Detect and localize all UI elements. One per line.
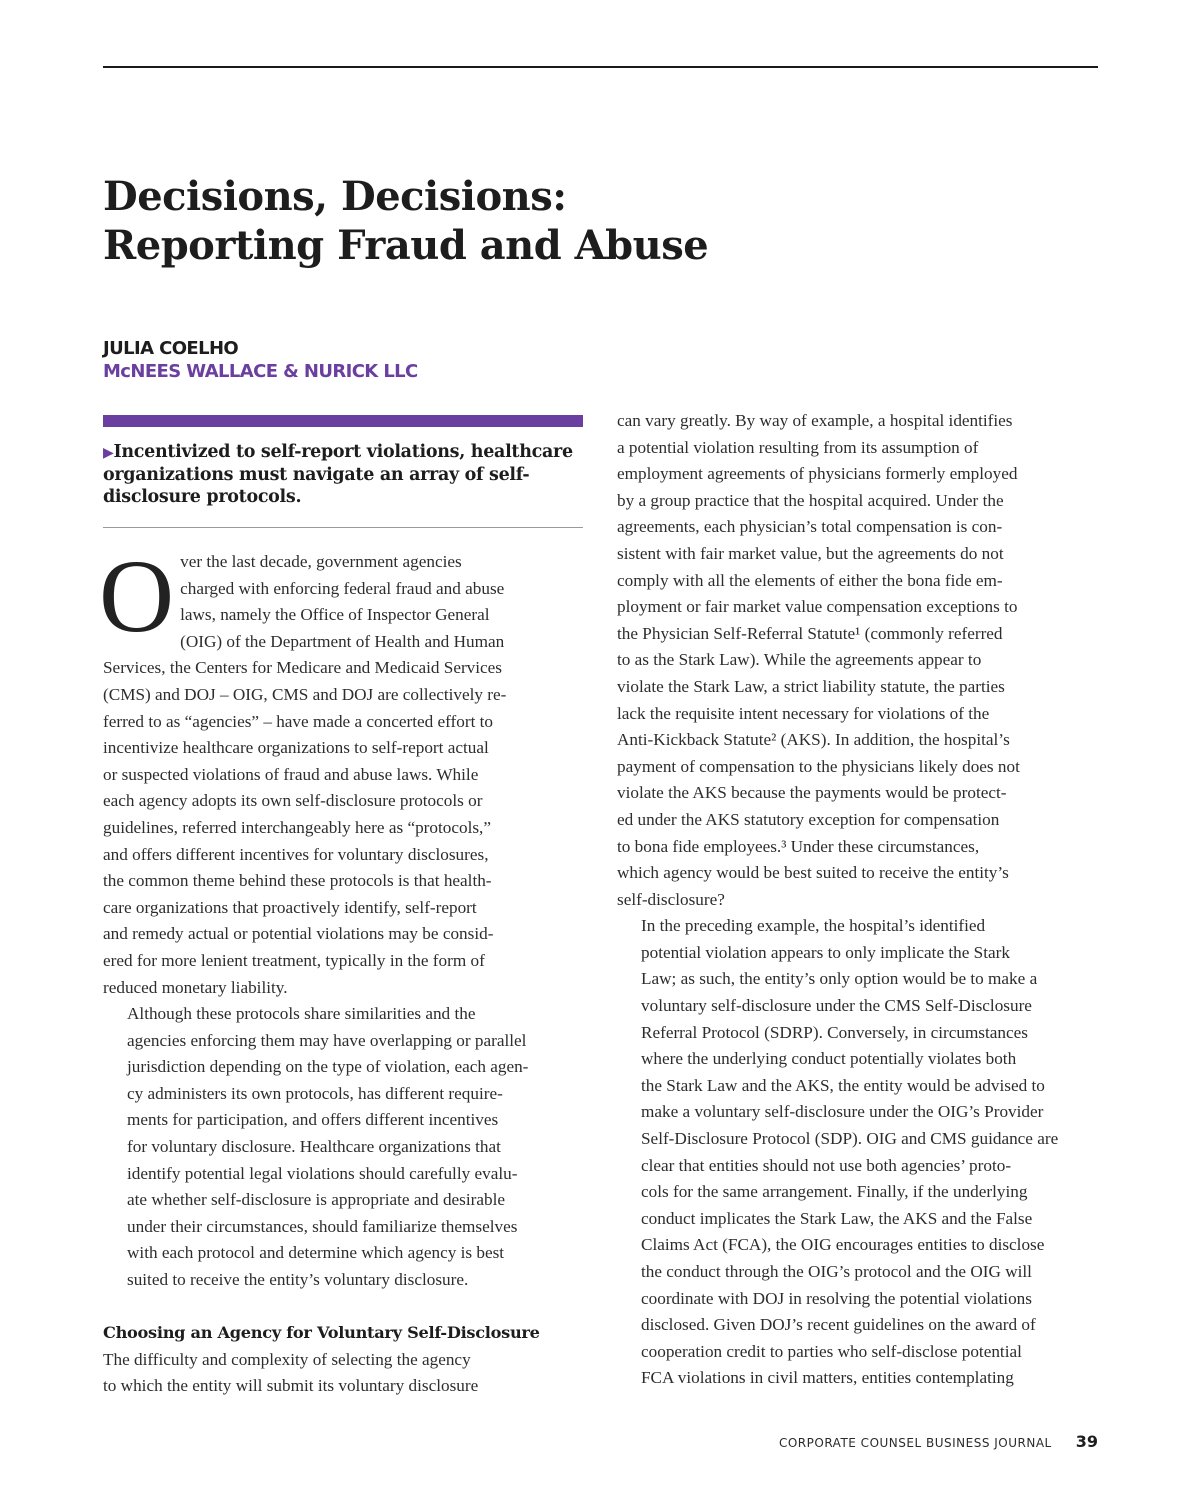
text-line: suited to receive the entity’s voluntary disclosure. (127, 1270, 469, 1290)
text-line: Although these protocols share similarities and the (127, 1004, 476, 1024)
text-line: ver the last decade, government agencies (180, 552, 462, 571)
text-line: ployment or fair market value compensation exceptions to (617, 597, 1018, 617)
text-line: care organizations that proactively identify, self-report (103, 897, 477, 917)
text-line: Self-Disclosure Protocol (SDP). OIG and CMS guidance are (641, 1129, 1059, 1149)
text-line: or suspected violations of fraud and abuse laws. While (103, 764, 479, 784)
title-line-1: Decisions, Decisions: (103, 173, 567, 220)
right-paragraph-1 (617, 408, 1100, 913)
text-line: Services, the Centers for Medicare and Medicaid Services (103, 658, 502, 678)
text-line: jurisdiction depending on the type of violation, each agen- (127, 1057, 529, 1077)
text-line: (OIG) of the Department of Health and Human (180, 631, 505, 651)
text-line: where the underlying conduct potentially violates both (641, 1049, 1017, 1069)
text-line: to as the Stark Law). While the agreements appear to (617, 650, 982, 670)
left-paragraph-3 (103, 1347, 583, 1400)
text-line: identify potential legal violations should carefully evalu- (127, 1163, 518, 1183)
text-line: incentivize healthcare organizations to self-report actual (103, 738, 489, 758)
text-line: Law; as such, the entity’s only option would be to make a (641, 969, 1038, 989)
text-line: laws, namely the Office of Inspector General (180, 605, 490, 625)
text-line: agreements, each physician’s total compensation is con- (617, 517, 1003, 537)
text-line: voluntary self-disclosure under the CMS Self-Disclosure (641, 996, 1032, 1016)
text-line: (CMS) and DOJ – OIG, CMS and DOJ are collectively re- (103, 684, 507, 704)
text-line: coordinate with DOJ in resolving the potential violations (641, 1288, 1032, 1308)
text-line: with each protocol and determine which agency is best (127, 1243, 505, 1263)
author-name: JULIA COELHO (103, 338, 239, 359)
page-number: 39 (1075, 1432, 1098, 1451)
text-line: to bona fide employees.³ Under these circumstances, (617, 836, 980, 856)
text-line: a potential violation resulting from its assumption of (617, 437, 979, 457)
text-line: and remedy actual or potential violations may be consid- (103, 924, 494, 944)
text-line: sistent with fair market value, but the agreements do not (617, 543, 1004, 563)
text-line: disclosed. Given DOJ’s recent guidelines on the award of (641, 1315, 1036, 1335)
text-line: reduced monetary liability. (103, 977, 288, 997)
journal-name: CORPORATE COUNSEL BUSINESS JOURNAL (778, 1436, 1052, 1450)
top-rule (103, 66, 1098, 68)
text-line: Referral Protocol (SDRP). Conversely, in circumstances (641, 1022, 1028, 1042)
text-line: employment agreements of physicians formerly employed (617, 464, 1018, 484)
text-line: make a voluntary self-disclosure under the OIG’s Provider (641, 1102, 1044, 1122)
text-line: ferred to as “agencies” – have made a concerted effort to (103, 711, 494, 731)
text-line: self-disclosure? (617, 889, 725, 909)
text-line: the conduct through the OIG’s protocol and the OIG will (641, 1262, 1032, 1281)
text-line: ments for participation, and offers different incentives (127, 1110, 499, 1130)
text-line: which agency would be best suited to receive the entity’s (617, 863, 1009, 883)
text-line: clear that entities should not use both agencies’ proto- (641, 1155, 1012, 1175)
section-subhead: Choosing an Agency for Voluntary Self-Disclosure (103, 1323, 540, 1343)
text-line: potential violation appears to only implicate the Stark (641, 942, 1010, 962)
text-line: by a group practice that the hospital acquired. Under the (617, 490, 1004, 510)
text-line: can vary greatly. By way of example, a hospital identifies (617, 411, 1013, 430)
text-line: charged with enforcing federal fraud and abuse (180, 578, 505, 598)
text-line: In the preceding example, the hospital’s identified (641, 916, 986, 936)
author-firm: McNEES WALLACE & NURICK LLC (103, 361, 418, 382)
dropcap: O (99, 539, 175, 654)
text-line: violate the AKS because the payments would be protect- (617, 783, 1007, 803)
text-line: conduct implicates the Stark Law, the AKS and the False (641, 1208, 1033, 1228)
text-line: to which the entity will submit its voluntary disclosure (103, 1376, 479, 1396)
article-title (103, 172, 903, 270)
text-line: ed under the AKS statutory exception for compensation (617, 809, 1000, 829)
text-line: payment of compensation to the physicians likely does not (617, 756, 1020, 776)
left-column (99, 539, 583, 1400)
right-paragraph-2 (617, 913, 1100, 1392)
text-line: FCA violations in civil matters, entities contemplating (641, 1368, 1014, 1388)
text-line: cooperation credit to parties who self-disclose potential (641, 1341, 1022, 1361)
triangle-right-icon: ▶ (103, 445, 114, 461)
text-line: The difficulty and complexity of selecting the agency (103, 1349, 471, 1369)
text-line: cols for the same arrangement. Finally, if the underlying (641, 1182, 1028, 1202)
left-paragraph-2 (103, 1001, 583, 1294)
article-deck (103, 441, 583, 508)
page-footer (779, 1432, 1098, 1451)
text-line: Claims Act (FCA), the OIG encourages entities to disclose (641, 1235, 1045, 1255)
text-line: lack the requisite intent necessary for violations of the (617, 703, 990, 723)
text-line: each agency adopts its own self-disclosure protocols or (103, 791, 483, 811)
accent-bar (103, 415, 583, 427)
text-line: and offers different incentives for voluntary disclosures, (103, 844, 489, 864)
byline (103, 337, 418, 383)
text-line: the Physician Self-Referral Statute¹ (commonly referred (617, 623, 1003, 643)
deck-divider (103, 527, 583, 528)
text-line: the common theme behind these protocols is that health- (103, 871, 492, 891)
deck-text: Incentivized to self-report violations, healthcare organizations must navigate an array of self-disclosure protocols. (103, 442, 573, 507)
text-line: ered for more lenient treatment, typically in the form of (103, 950, 485, 970)
right-column (617, 408, 1100, 1392)
text-line: comply with all the elements of either the bona fide em- (617, 570, 1003, 590)
text-line: agencies enforcing them may have overlapping or parallel (127, 1030, 527, 1050)
text-line: guidelines, referred interchangeably here as “protocols,” (103, 817, 491, 837)
section-gap (103, 1294, 583, 1321)
title-line-2: Reporting Fraud and Abuse (103, 222, 709, 269)
text-line: ate whether self-disclosure is appropriate and desirable (127, 1190, 505, 1210)
text-line: for voluntary disclosure. Healthcare organizations that (127, 1137, 501, 1157)
left-paragraph-1 (99, 539, 583, 1001)
text-line: under their circumstances, should familiarize themselves (127, 1216, 518, 1236)
text-line: cy administers its own protocols, has different require- (127, 1083, 503, 1103)
text-line: violate the Stark Law, a strict liability statute, the parties (617, 676, 1005, 696)
text-line: the Stark Law and the AKS, the entity would be advised to (641, 1075, 1045, 1095)
text-line: Anti-Kickback Statute² (AKS). In addition, the hospital’s (617, 730, 1010, 750)
